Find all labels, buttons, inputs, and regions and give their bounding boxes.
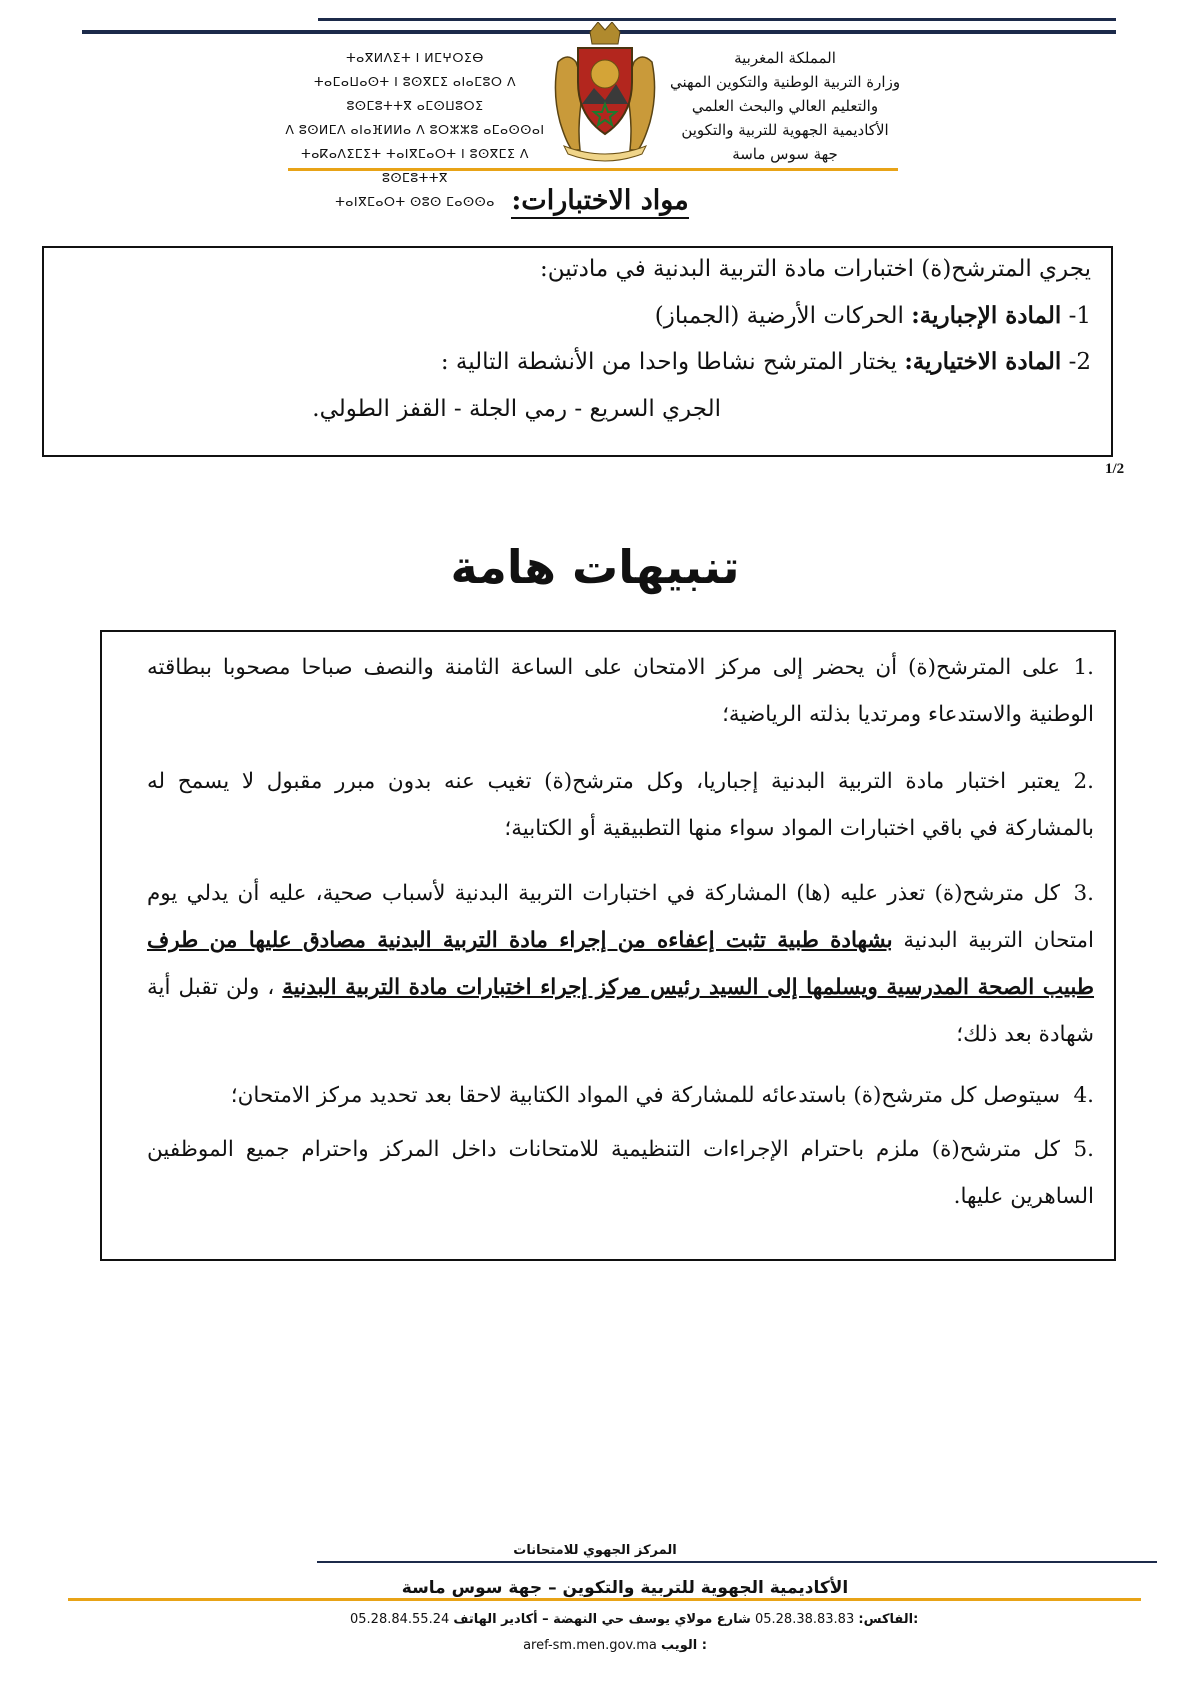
note-item-1 [147,644,1094,738]
header-ministry: وزارة التربية الوطنية والتكوين المهني [669,73,901,91]
header-arabic [665,46,905,166]
note-medical-certificate-emphasis: بشهادة طبية تثبت إعفاءه من إجراء مادة التربية البدنية مصادق عليها من طرف طبيب الصحة المدرسية ويسلمها إلى السيد رئيس مركز إجراء اختبارات مادة التربية البدنية [147,928,1095,1000]
exams-item-1-number: 1- [1068,303,1091,329]
exams-box [42,246,1113,457]
note-item-5 [147,1126,1094,1220]
header-ministry-cont: والتعليم العالي والبحث العلمي [691,97,879,115]
note-number: .5 [1073,1137,1094,1162]
footer-web-url[interactable]: aref-sm.men.gov.ma [523,1638,657,1653]
header-tifinagh-line: ⵜⴰⴽⴰⴷⵉⵎⵉⵜ ⵜⴰⵏⴳⵎⴰⵔⵜ ⵏ ⵓⵙⴳⵎⵉ ⴷ ⵓⵙⵎⵓⵜⵜⴳ [301,146,529,185]
note-text: يعتبر اختبار مادة التربية البدنية إجباريا، وكل مترشح(ة) تغيب عنه بدون مبرر مقبول لا يسمح له بالمشاركة في باقي اختبارات المواد سواء منها التطبيقية أو الكتابية؛ [147,769,1094,841]
exams-title-text: مواد الاختبارات: [511,185,688,219]
note-text-start: كل مترشح(ة) تعذر عليه (ها) المشاركة في اختبارات التربية البدنية لأسباب صحية، عليه أن يدلي يوم امتحان التربية البدنية [147,881,1094,953]
header-tifinagh-line: ⵜⴰⵏⴳⵎⴰⵔⵜ ⵙⵓⵙ ⵎⴰⵙⵙⴰ [335,194,495,209]
note-item-3 [147,870,1094,1058]
notes-title: تنبيهات هامة [450,540,740,594]
footer-exam-center: المركز الجهوي للامتحانات [513,1543,677,1558]
coat-of-arms-icon [550,22,660,162]
footer-website [500,1638,730,1653]
note-text: سيتوصل كل مترشح(ة) باستدعائه للمشاركة في المواد الكتابية لاحقا بعد تحديد مركز الامتحان؛ [230,1083,1060,1108]
header-tifinagh-line: ⵜⴰⵎⴰⵡⴰⵙⵜ ⵏ ⵓⵙⴳⵎⵉ ⴰⵏⴰⵎⵓⵔ ⴷ ⵓⵙⵎⵓⵜⵜⴳ ⴰⵎⵙⵡⵓⵔⵉ [313,74,517,113]
exams-intro: يجري المترشح(ة) اختبارات مادة التربية البدنية في مادتين: [540,256,1091,282]
footer-academy: الأكاديمية الجهوية للتربية والتكوين – جهة سوس ماسة [401,1578,849,1598]
exams-item-2 [441,348,1091,375]
exams-item-1-label: المادة الإجبارية: [911,302,1062,329]
note-number: .2 [1073,769,1094,794]
footer-phone: 05.28.38.83.83 [754,1612,855,1627]
footer-rule-top [317,1561,1157,1563]
notes-box [100,630,1116,1261]
exams-item-1-text: الحركات الأرضية (الجمباز) [654,303,904,329]
exams-activities: الجري السريع - رمي الجلة - القفز الطولي. [312,396,721,422]
exams-title [450,185,750,216]
footer-address: شارع مولاي يوسف حي النهضة – أكادير الهاتف: [453,1612,919,1627]
exams-item-1 [655,302,1091,329]
header-kingdom: المملكة المغربية [734,49,836,67]
footer-fax: 05.28.84.55.24 [350,1612,450,1627]
footer-fax-label: الفاكس: [858,1612,914,1627]
page-number: 1/2 [1105,461,1125,477]
note-number: .3 [1073,881,1094,906]
header-tifinagh-line: ⴷ ⵓⵙⵍⵎⴷ ⴰⵏⴰⴼⵍⵍⴰ ⴷ ⵓⵔⵣⵣⵓ ⴰⵎⴰⵙⵙⴰⵏ [285,122,545,137]
footer-rule-bottom [68,1598,1141,1601]
exams-item-2-text: يختار المترشح نشاطا واحدا من الأنشطة التالية : [440,349,897,375]
note-text-end: ، ولن تقبل أية شهادة بعد ذلك؛ [147,975,1094,1047]
footer-web-label: الويب : [661,1638,707,1653]
note-number: .4 [1073,1083,1094,1108]
note-number: .1 [1073,655,1094,680]
note-item-2 [147,758,1094,852]
note-text: كل مترشح(ة) ملزم باحترام الإجراءات التنظيمية للامتحانات داخل المركز واحترام جميع الموظفين الساهرين عليها. [147,1137,1094,1209]
header-academy: الأكاديمية الجهوية للتربية والتكوين [681,121,889,139]
note-text: على المترشح(ة) أن يحضر إلى مركز الامتحان على الساعة الثامنة والنصف صباحا مصحوبا ببطاقته الوطنية والاستدعاء ومرتديا بذلته الرياضية؛ [147,655,1094,727]
note-item-4 [147,1072,1094,1119]
header-region: جهة سوس ماسة [732,145,838,163]
footer-contact [350,1612,919,1627]
exams-item-2-label: المادة الاختيارية: [904,348,1062,375]
header-tifinagh-line: ⵜⴰⴳⵍⴷⵉⵜ ⵏ ⵍⵎⵖⵔⵉⴱ [346,50,484,65]
exams-item-2-number: 2- [1068,349,1091,375]
header-rule-top-accent [318,18,1116,21]
